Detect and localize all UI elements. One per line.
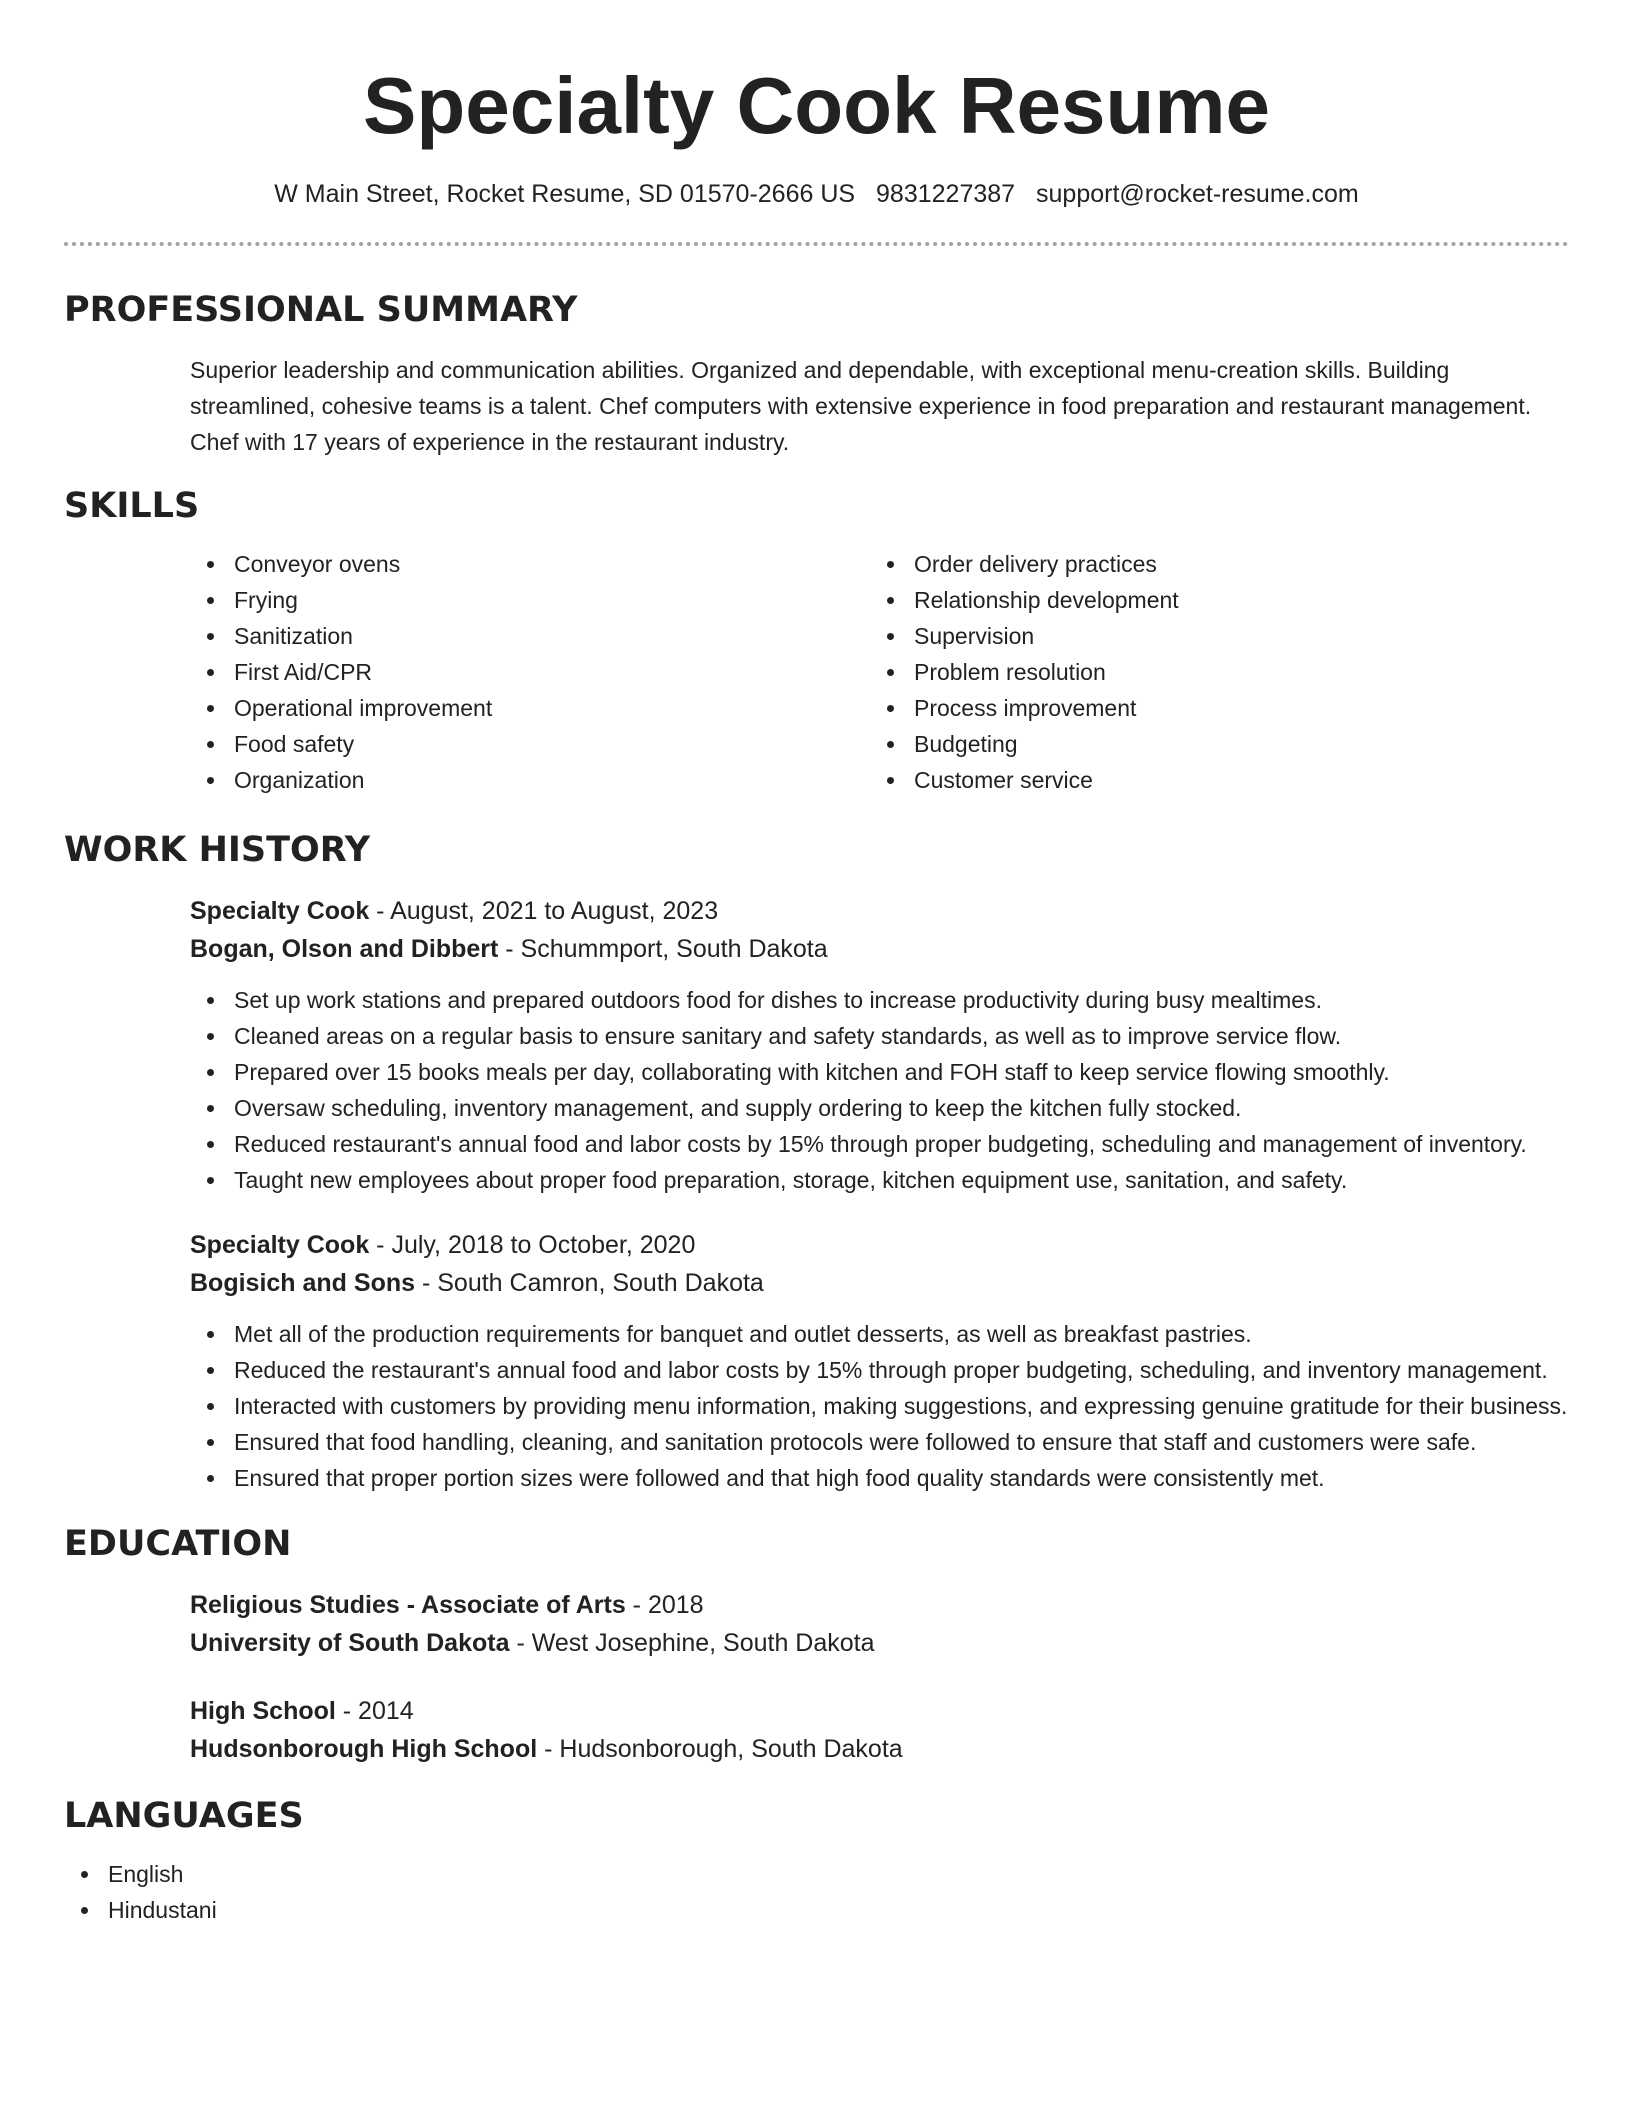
- education-entry: [190, 1586, 1569, 1662]
- job-entry: [190, 1226, 1569, 1496]
- resume-page: [64, 0, 1569, 1928]
- education-degree-line: [190, 1586, 1569, 1624]
- language-item: Hindustani: [64, 1892, 1569, 1928]
- skills-grid: [190, 546, 1569, 798]
- job-company-line: [190, 930, 1569, 968]
- job-title-line: [190, 1226, 1569, 1264]
- skills-heading: SKILLS: [64, 486, 200, 526]
- education-school-line: [190, 1624, 1569, 1662]
- education-school: Hudsonborough High School: [190, 1735, 538, 1763]
- job-title: Specialty Cook: [190, 1231, 370, 1259]
- education-heading: EDUCATION: [64, 1524, 292, 1564]
- skill-item: Supervision: [870, 618, 1550, 654]
- job-dates: - August, 2021 to August, 2023: [369, 897, 719, 925]
- education-year: - 2018: [625, 1591, 704, 1619]
- skill-item: Order delivery practices: [870, 546, 1550, 582]
- languages-heading: LANGUAGES: [64, 1796, 304, 1836]
- education-degree-line: [190, 1692, 1569, 1730]
- skill-item: Relationship development: [870, 582, 1550, 618]
- job-bullet: Prepared over 15 books meals per day, collaborating with kitchen and FOH staff to keep service flowing smoothly.: [190, 1054, 1569, 1090]
- skill-item: Food safety: [190, 726, 870, 762]
- header-divider: [64, 242, 1569, 246]
- contact-address: W Main Street, Rocket Resume, SD 01570-2666 US: [274, 180, 856, 208]
- job-bullet: Met all of the production requirements for banquet and outlet desserts, as well as breakfast pastries.: [190, 1316, 1569, 1352]
- job-bullet: Ensured that food handling, cleaning, and sanitation protocols were followed to ensure that staff and customers were safe.: [190, 1424, 1569, 1460]
- education-entry: [190, 1692, 1569, 1768]
- job-location: - South Camron, South Dakota: [415, 1269, 764, 1297]
- summary-text: Superior leadership and communication abilities. Organized and dependable, with exceptional menu-creation skills. Building streamlined, cohesive teams is a talent. Chef computers with extensive experience in food preparation and restaurant management. Chef with 17 years of experience in the restaurant industry.: [190, 357, 1532, 455]
- education-location: - West Josephine, South Dakota: [509, 1629, 875, 1657]
- job-location: - Schummport, South Dakota: [498, 935, 828, 963]
- skill-item: Organization: [190, 762, 870, 798]
- job-entry: [190, 892, 1569, 1198]
- education-location: - Hudsonborough, South Dakota: [537, 1735, 903, 1763]
- contact-line: [64, 178, 1569, 210]
- job-bullet: Interacted with customers by providing menu information, making suggestions, and expressing genuine gratitude for their business.: [190, 1388, 1569, 1424]
- job-title: Specialty Cook: [190, 897, 370, 925]
- skill-item: Conveyor ovens: [190, 546, 870, 582]
- skill-item: Frying: [190, 582, 870, 618]
- job-bullet: Ensured that proper portion sizes were followed and that high food quality standards were consistently met.: [190, 1460, 1569, 1496]
- skills-column-right: [870, 546, 1550, 798]
- contact-phone: 9831227387: [876, 180, 1016, 208]
- skill-item: Problem resolution: [870, 654, 1550, 690]
- education-school-line: [190, 1730, 1569, 1768]
- job-company-line: [190, 1264, 1569, 1302]
- job-bullets: [190, 982, 1569, 1198]
- education-degree: Religious Studies - Associate of Arts: [190, 1591, 626, 1619]
- page-title: Specialty Cook Resume: [363, 61, 1270, 150]
- contact-email: support@rocket-resume.com: [1036, 180, 1359, 208]
- education-school: University of South Dakota: [190, 1629, 510, 1657]
- languages-list: [64, 1856, 1569, 1928]
- skill-item: Customer service: [870, 762, 1550, 798]
- job-company: Bogan, Olson and Dibbert: [190, 935, 499, 963]
- job-title-line: [190, 892, 1569, 930]
- job-bullets: [190, 1316, 1569, 1496]
- job-bullet: Reduced restaurant's annual food and labor costs by 15% through proper budgeting, scheduling and management of inventory.: [190, 1126, 1569, 1162]
- summary-heading: PROFESSIONAL SUMMARY: [64, 290, 578, 330]
- job-dates: - July, 2018 to October, 2020: [369, 1231, 696, 1259]
- job-bullet: Reduced the restaurant's annual food and labor costs by 15% through proper budgeting, scheduling, and inventory management.: [190, 1352, 1569, 1388]
- job-bullet: Cleaned areas on a regular basis to ensure sanitary and safety standards, as well as to improve service flow.: [190, 1018, 1569, 1054]
- skill-item: Process improvement: [870, 690, 1550, 726]
- job-bullet: Set up work stations and prepared outdoors food for dishes to increase productivity during busy mealtimes.: [190, 982, 1569, 1018]
- skills-column-left: [190, 546, 870, 798]
- job-bullet: Taught new employees about proper food preparation, storage, kitchen equipment use, sanitation, and safety.: [190, 1162, 1569, 1198]
- language-item: English: [64, 1856, 1569, 1892]
- skill-item: Budgeting: [870, 726, 1550, 762]
- job-bullet: Oversaw scheduling, inventory management, and supply ordering to keep the kitchen fully stocked.: [190, 1090, 1569, 1126]
- work-heading: WORK HISTORY: [64, 830, 371, 870]
- education-degree: High School: [190, 1697, 336, 1725]
- job-company: Bogisich and Sons: [190, 1269, 416, 1297]
- skill-item: First Aid/CPR: [190, 654, 870, 690]
- skill-item: Sanitization: [190, 618, 870, 654]
- skill-item: Operational improvement: [190, 690, 870, 726]
- education-year: - 2014: [335, 1697, 414, 1725]
